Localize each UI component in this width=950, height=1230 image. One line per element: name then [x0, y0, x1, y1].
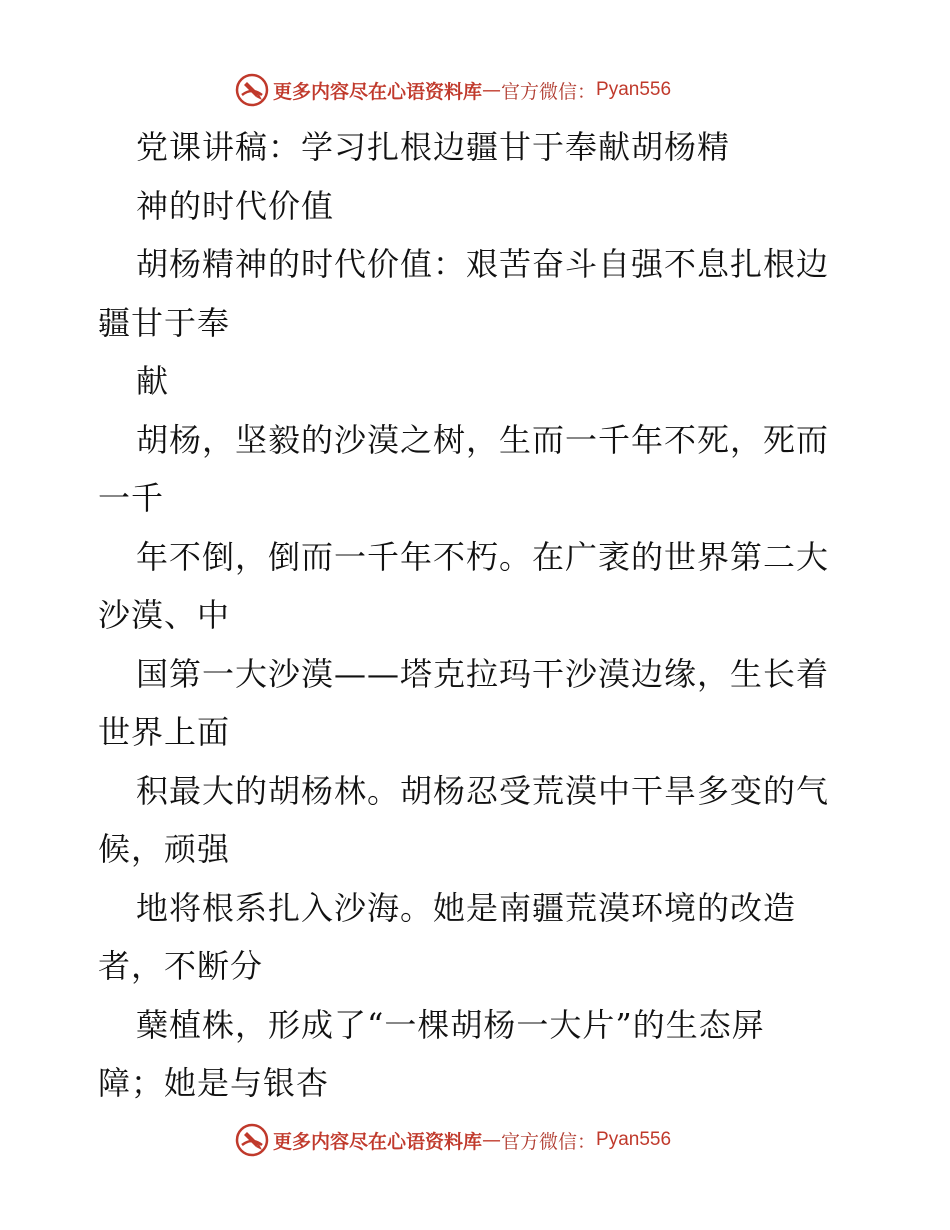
- text-line: 胡杨，坚毅的沙漠之树，生而一千年不死，死而: [136, 420, 830, 459]
- book-pen-logo-icon: [235, 73, 269, 107]
- banner-title: 更多内容尽在心语资料库: [273, 1130, 483, 1153]
- text-line: 献: [136, 362, 170, 400]
- document-body: [98, 118, 858, 1113]
- text-line: 积最大的胡杨林。胡杨忍受荒漠中干旱多变的气: [136, 771, 830, 810]
- text-line: 者，不断分: [98, 947, 264, 985]
- text-line: 沙漠、中: [98, 596, 231, 634]
- text-line: 国第一大沙漠——塔克拉玛干沙漠边缘，生长着: [136, 654, 830, 693]
- text-line: 一千: [98, 479, 165, 517]
- text-line: 蘖植株，形成了“一棵胡杨一大片”的生态屏: [136, 1005, 765, 1044]
- banner-wechat-label: 官方微信：: [501, 80, 597, 103]
- book-pen-logo-icon: [235, 1123, 269, 1157]
- text-line: 疆甘于奉: [98, 303, 231, 342]
- banner-wechat-label: 官方微信：: [501, 1130, 597, 1153]
- text-line: 党课讲稿：学习扎根边疆甘于奉献胡杨精: [136, 128, 731, 166]
- text-line: 候，顽强: [98, 830, 231, 868]
- header-banner: [235, 70, 755, 110]
- text-line: 地将根系扎入沙海。她是南疆荒漠环境的改造: [136, 888, 797, 927]
- text-line: 障；她是与银杏: [98, 1064, 330, 1102]
- text-line: 神的时代价值: [136, 186, 335, 225]
- text-line: 胡杨精神的时代价值：艰苦奋斗自强不息扎根边: [136, 245, 830, 283]
- banner-title: 更多内容尽在心语资料库: [273, 80, 483, 103]
- banner-separator: —: [482, 79, 502, 101]
- banner-separator: —: [482, 1129, 502, 1151]
- text-line: 年不倒，倒而一千年不朽。在广袤的世界第二大: [136, 537, 830, 576]
- text-line: 世界上面: [98, 713, 231, 751]
- banner-wechat-id: Pyan556: [596, 79, 672, 100]
- banner-wechat-id: Pyan556: [596, 1129, 672, 1150]
- footer-banner: [235, 1120, 755, 1160]
